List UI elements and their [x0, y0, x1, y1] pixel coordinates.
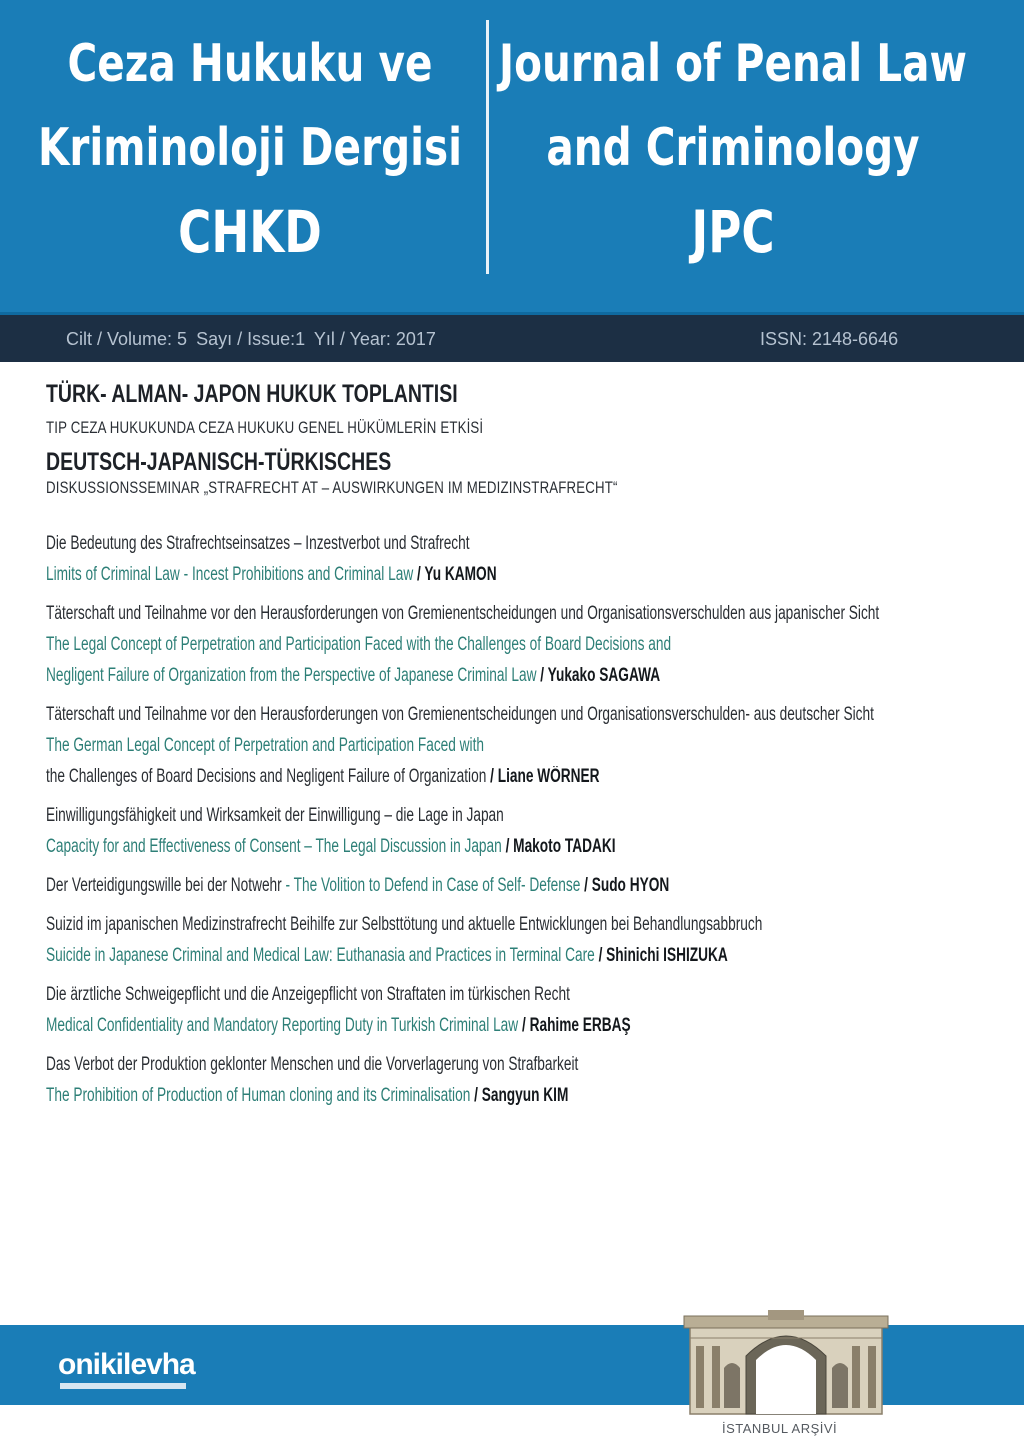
- article-english-title: Medical Confidentiality and Mandatory Reporting Duty in Turkish Criminal Law: [46, 1015, 519, 1036]
- header-divider: [486, 20, 489, 274]
- istanbul-archive-building-illustration: [676, 1286, 896, 1418]
- contents-section: [46, 376, 986, 1119]
- article-author: / Sangyun KIM: [474, 1085, 569, 1106]
- article-english-title-line2: the Challenges of Board Decisions and Negligent Failure of Organization: [46, 766, 487, 787]
- article-german-title: Der Verteidigungswille bei der Notwehr: [46, 875, 282, 896]
- volume-label: Cilt / Volume: 5: [66, 329, 188, 349]
- article-item: [46, 800, 986, 862]
- article-item: [46, 699, 986, 792]
- article-item: [46, 979, 986, 1041]
- article-author: / Shinichi ISHIZUKA: [598, 945, 728, 966]
- article-english-title: Limits of Criminal Law - Incest Prohibitions and Criminal Law: [46, 564, 414, 585]
- article-german-title: Täterschaft und Teilnahme vor den Herausforderungen von Gremienentscheidungen und Organisationsverschulden- aus deutscher Sicht: [46, 704, 874, 725]
- article-item: [46, 870, 986, 901]
- article-author: / Sudo HYON: [584, 875, 670, 896]
- article-german-title: Suizid im japanischen Medizinstrafrecht Beihilfe zur Selbsttötung und aktuelle Entwicklungen bei Behandlungsabbruch: [46, 914, 763, 935]
- article-german-title: Einwilligungsfähigkeit und Wirksamkeit der Einwilligung – die Lage in Japan: [46, 805, 504, 826]
- article-english-title: The Prohibition of Production of Human cloning and its Criminalisation: [46, 1085, 471, 1106]
- article-english-title-line1: The Legal Concept of Perpetration and Participation Faced with the Challenges of Board Decisions and: [46, 634, 672, 655]
- article-item: [46, 909, 986, 971]
- year-label: Yıl / Year: 2017: [313, 329, 436, 349]
- issue-details: [66, 329, 440, 350]
- article-author: / Yukako SAGAWA: [540, 665, 661, 686]
- article-german-title: Die ärztliche Schweigepflicht und die Anzeigepflicht von Straftaten im türkischen Recht: [46, 984, 570, 1005]
- article-english-title-line1: The German Legal Concept of Perpetration and Participation Faced with: [46, 735, 485, 756]
- turkish-symposium-subtitle: TIP CEZA HUKUKUNDA CEZA HUKUKU GENEL HÜKÜMLERİN ETKİSİ: [46, 418, 484, 437]
- article-author: / Yu KAMON: [417, 564, 497, 585]
- article-english-title-line2: Negligent Failure of Organization from the Perspective of Japanese Criminal Law: [46, 665, 537, 686]
- article-english-title: Capacity for and Effectiveness of Consent – The Legal Discussion in Japan: [46, 836, 502, 857]
- issn-label: ISSN: 2148-6646: [760, 329, 899, 349]
- english-title-line2: and Criminology: [546, 118, 920, 178]
- archive-caption: İSTANBUL ARŞİVİ: [722, 1421, 838, 1436]
- article-item: [46, 1049, 986, 1111]
- article-english-title: - The Volition to Defend in Case of Self- Defense: [285, 875, 581, 896]
- publisher-logo: onikilevha: [58, 1348, 195, 1381]
- article-author: / Liane WÖRNER: [490, 766, 600, 787]
- article-german-title: Täterschaft und Teilnahme vor den Herausforderungen von Gremienentscheidungen und Organisationsverschulden aus japanischer Sicht: [46, 603, 880, 624]
- issue-label: Sayı / Issue:1: [196, 329, 306, 349]
- publisher-tagline-bar: [60, 1383, 186, 1389]
- turkish-title-line1: Ceza Hukuku ve: [67, 34, 433, 94]
- english-title-block: [499, 22, 967, 282]
- article-item: [46, 528, 986, 590]
- issue-info-bar: [0, 312, 1024, 362]
- article-german-title: Die Bedeutung des Strafrechtseinsatzes – Inzestverbot und Strafrecht: [46, 533, 470, 554]
- article-english-title: Suicide in Japanese Criminal and Medical Law: Euthanasia and Practices in Terminal Care: [46, 945, 595, 966]
- article-item: [46, 598, 986, 691]
- turkish-title-block: [37, 22, 463, 282]
- german-symposium-title: DEUTSCH-JAPANISCH-TÜRKISCHES: [46, 448, 392, 476]
- article-author: / Makoto TADAKI: [505, 836, 616, 857]
- article-author: / Rahime ERBAŞ: [521, 1015, 631, 1036]
- turkish-abbreviation: CHKD: [178, 198, 322, 266]
- english-abbreviation: JPC: [691, 198, 775, 266]
- article-german-title: Das Verbot der Produktion geklonter Menschen und die Vorverlagerung von Strafbarkeit: [46, 1054, 579, 1075]
- german-symposium-subtitle: DISKUSSIONSSEMINAR „STRAFRECHT AT – AUSWIRKUNGEN IM MEDIZINSTRAFRECHT“: [46, 478, 618, 497]
- turkish-title-line2: Kriminoloji Dergisi: [37, 118, 463, 178]
- english-title-line1: Journal of Penal Law: [499, 34, 967, 94]
- article-list: [46, 528, 986, 1111]
- turkish-symposium-title: TÜRK- ALMAN- JAPON HUKUK TOPLANTISI: [46, 380, 458, 408]
